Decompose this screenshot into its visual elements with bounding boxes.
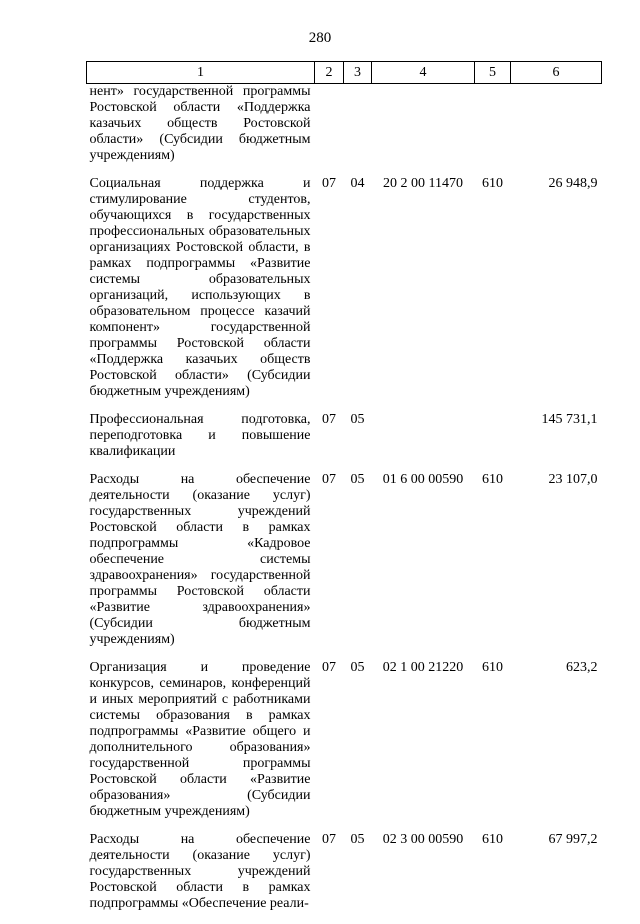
row-section: 07 <box>322 472 336 487</box>
row-section: 07 <box>322 412 336 427</box>
table-row <box>87 832 602 924</box>
row-subsection <box>344 84 372 177</box>
row-target-code: 01 6 00 00590 <box>382 472 464 487</box>
header-col-4: 4 <box>372 62 475 84</box>
row-target-code: 20 2 00 11470 <box>383 176 463 191</box>
row-amount <box>511 84 602 177</box>
row-section: 07 <box>322 660 336 675</box>
row-subsection: 05 <box>350 472 365 487</box>
header-col-6: 6 <box>511 62 602 84</box>
table-row <box>87 660 602 832</box>
row-description: Расходы на обеспечение деятельности (оказание услуг) государственных учреждений Ростовской области в рамках подпрограммы «Кадровое обеспечение системы здравоохранения» государственной программы Ростовской области «Развитие здравоохранения» (Субсидии бюджетным учреждениям) <box>89 472 311 647</box>
row-expense-type: 610 <box>482 472 503 487</box>
table-row <box>87 176 602 412</box>
row-expense-type: 610 <box>482 832 503 847</box>
row-subsection: 05 <box>350 660 365 675</box>
row-amount: 67 997,2 <box>548 832 598 847</box>
row-section: 07 <box>322 176 336 191</box>
row-expense-type: 610 <box>482 176 503 191</box>
row-description: нент» государственной программы Ростовской области «Поддержка казачьих обществ Ростовской области» (Субсидии бюджетным учреждениям) <box>89 84 311 163</box>
row-amount: 23 107,0 <box>548 472 598 487</box>
row-section: 07 <box>322 832 336 847</box>
row-amount: 26 948,9 <box>548 176 598 191</box>
row-target-code <box>372 412 475 472</box>
table-row <box>87 84 602 177</box>
header-col-2: 2 <box>315 62 344 84</box>
row-description: Расходы на обеспечение деятельности (оказание услуг) государственных учреждений Ростовской области в рамках подпрограммы «Обеспечение реали- <box>89 832 311 911</box>
row-expense-type <box>475 412 511 472</box>
row-subsection: 05 <box>350 832 365 847</box>
row-target-code: 02 1 00 21220 <box>382 660 464 675</box>
row-amount: 145 731,1 <box>541 412 598 427</box>
table-header-row <box>87 62 602 84</box>
header-col-3: 3 <box>344 62 372 84</box>
row-expense-type <box>475 84 511 177</box>
row-section <box>315 84 344 177</box>
page-number: 280 <box>308 30 332 46</box>
row-subsection: 04 <box>350 176 365 191</box>
row-description: Организация и проведение конкурсов, семинаров, конференций и иных мероприятий с работниками системы образования в рамках подпрограммы «Развитие общего и дополнительного образования» государственной программы Ростовской области «Развитие образования» (Субсидии бюджетным учреждениям) <box>89 660 311 819</box>
row-target-code: 02 3 00 00590 <box>382 832 464 847</box>
row-description: Социальная поддержка и стимулирование студентов, обучающихся в государственных профессиональных образовательных организациях Ростовской области, в рамках подпрограммы «Развитие системы образовательных организаций, использующих в образовательном процессе казачий компонент» государственной программы Ростовской области «Поддержка казачьих обществ Ростовской области» (Субсидии бюджетным учреждениям) <box>89 176 311 399</box>
row-subsection: 05 <box>350 412 365 427</box>
row-expense-type: 610 <box>482 660 503 675</box>
table-row <box>87 472 602 660</box>
table-row <box>87 412 602 472</box>
row-target-code <box>372 84 475 177</box>
budget-table <box>86 61 602 924</box>
header-col-5: 5 <box>475 62 511 84</box>
header-col-1: 1 <box>87 62 315 84</box>
row-description: Профессиональная подготовка, переподготовка и повышение квалификации <box>89 412 311 459</box>
row-amount: 623,2 <box>566 660 598 675</box>
